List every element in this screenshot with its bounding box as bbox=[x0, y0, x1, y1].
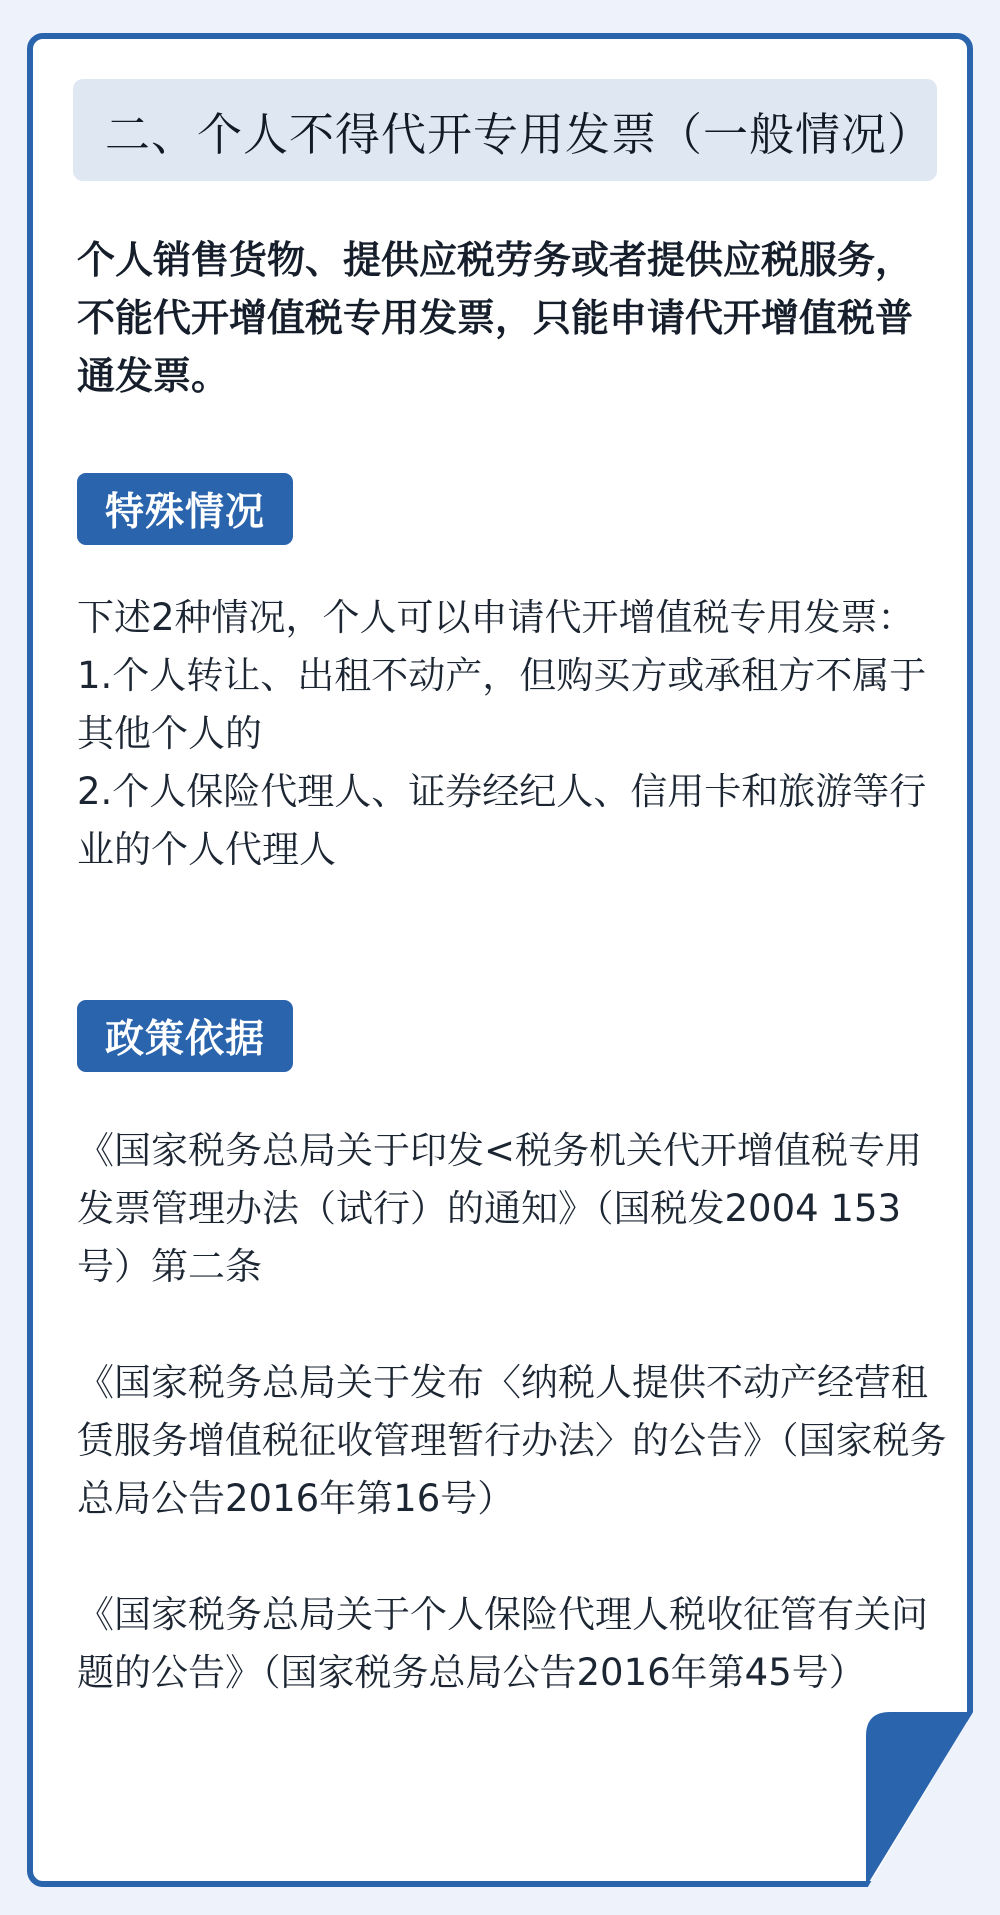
policy-basis-tag: 政策依据 bbox=[77, 1000, 293, 1072]
policy-item-1: 《国家税务总局关于印发<税务机关代开增值税专用发票管理办法（试行）的通知》（国税发2004 153号）第二条 bbox=[77, 1129, 923, 1288]
section-title: 二、个人不得代开专用发票（一般情况） bbox=[105, 107, 934, 161]
special-cases-tag: 特殊情况 bbox=[77, 473, 293, 545]
special-cases-lead: 下述2种情况，个人可以申请代开增值税专用发票： bbox=[77, 596, 915, 639]
intro-paragraph: 个人销售货物、提供应税劳务或者提供应税服务，不能代开增值税专用发票，只能申请代开增值税普通发票。 bbox=[77, 238, 914, 398]
policy-item-2: 《国家税务总局关于发布〈纳税人提供不动产经营租赁服务增值税征收管理暂行办法〉的公告》（国家税务总局公告2016年第16号） bbox=[77, 1361, 947, 1520]
special-cases-text bbox=[77, 589, 947, 879]
special-case-item-2: 2.个人保险代理人、证券经纪人、信用卡和旅游等行业的个人代理人 bbox=[77, 770, 927, 871]
special-case-item-1: 1.个人转让、出租不动产，但购买方或承租方不属于其他个人的 bbox=[77, 654, 927, 755]
document-card bbox=[27, 33, 973, 1887]
section-header bbox=[73, 79, 937, 181]
policy-item-3: 《国家税务总局关于个人保险代理人税收征管有关问题的公告》（国家税务总局公告2016年第45号） bbox=[77, 1593, 928, 1694]
